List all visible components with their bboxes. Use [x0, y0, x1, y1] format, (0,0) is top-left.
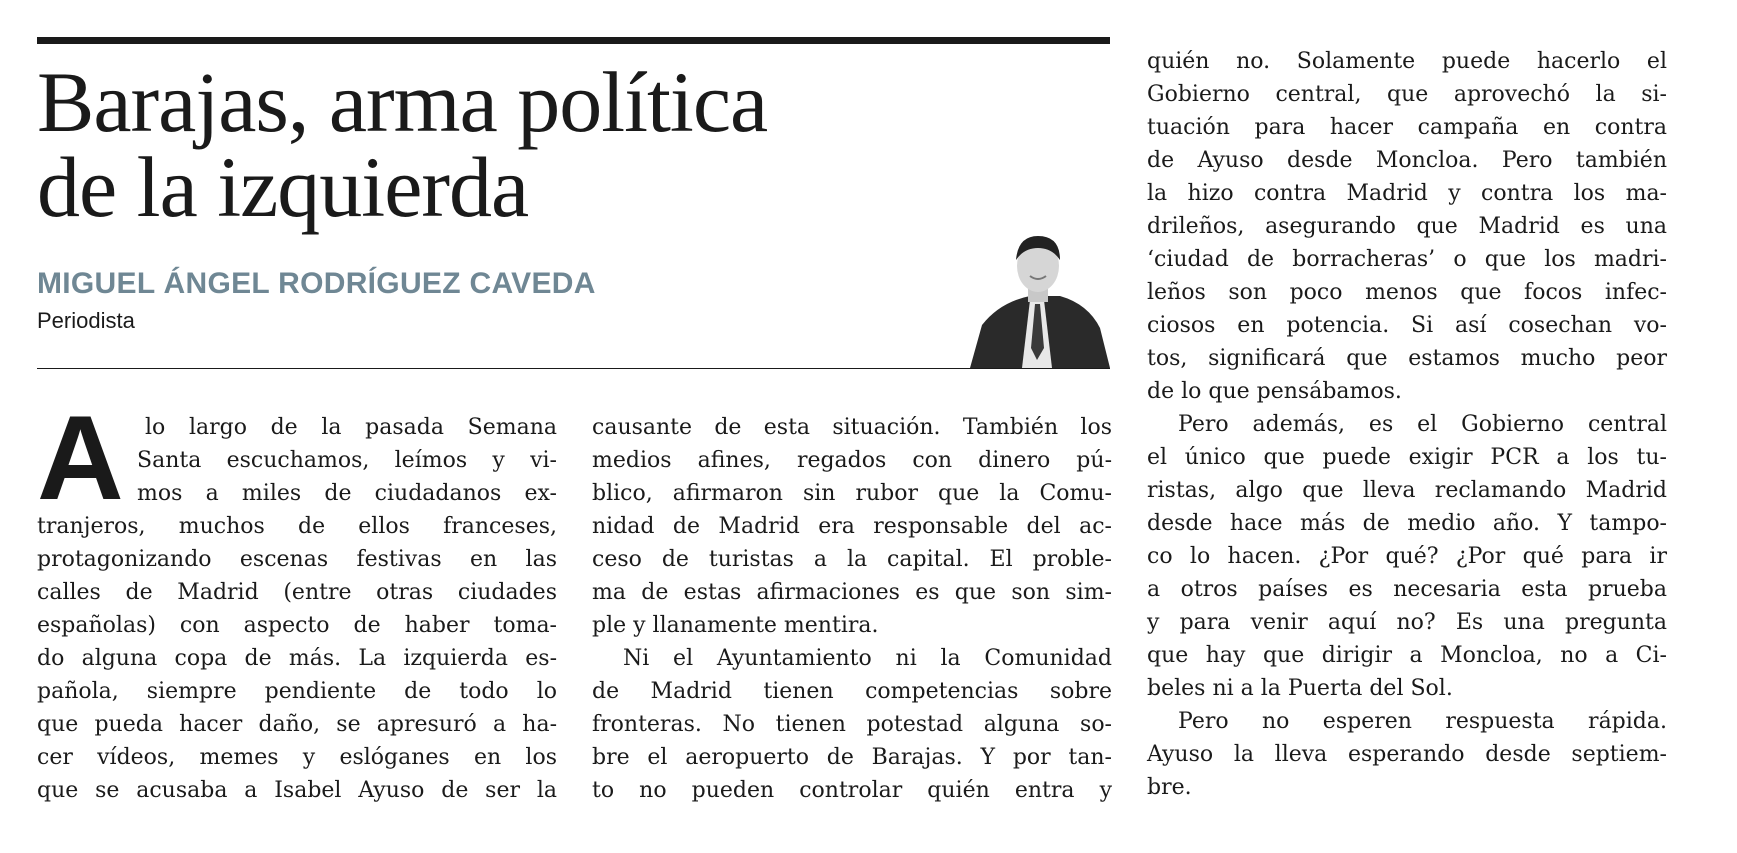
text-line: protagonizando escenas festivas en las: [37, 547, 557, 572]
text-line: ciosos en potencia. Si así cosechan vo-: [1147, 313, 1667, 338]
text-line: quién no. Solamente puede hacerlo el: [1147, 49, 1667, 74]
text-line: de Madrid tienen competencias sobre: [592, 679, 1112, 704]
author-photo: [960, 230, 1110, 368]
text-line: la hizo contra Madrid y contra los ma-: [1147, 181, 1667, 206]
text-line: to no pueden controlar quién entra y: [592, 778, 1112, 803]
text-line: lo largo de la pasada Semana: [145, 415, 557, 440]
text-line: causante de esta situación. También los: [592, 415, 1112, 440]
text-line: Pero no esperen respuesta rápida.: [1178, 709, 1667, 734]
text-line: el único que puede exigir PCR a los tu-: [1147, 445, 1667, 470]
text-line: que pueda hacer daño, se apresuró a ha-: [37, 712, 557, 737]
text-line: españolas) con aspecto de haber toma-: [37, 613, 557, 638]
text-line: cer vídeos, memes y eslóganes en los: [37, 745, 557, 770]
text-line: co lo hacen. ¿Por qué? ¿Por qué para ir: [1147, 544, 1667, 569]
text-line: tos, significará que estamos mucho peor: [1147, 346, 1667, 371]
text-line: leños son poco menos que focos infec-: [1147, 280, 1667, 305]
text-line: do alguna copa de más. La izquierda es-: [37, 646, 557, 671]
text-line: tranjeros, muchos de ellos franceses,: [37, 514, 557, 539]
author-name: MIGUEL ÁNGEL RODRÍGUEZ CAVEDA: [37, 267, 596, 300]
text-line: Gobierno central, que aprovechó la si-: [1147, 82, 1667, 107]
text-line: drileños, asegurando que Madrid es una: [1147, 214, 1667, 239]
text-line: desde hace más de medio año. Y tampo-: [1147, 511, 1667, 536]
text-line: nidad de Madrid era responsable del ac-: [592, 514, 1112, 539]
text-line: beles ni a la Puerta del Sol.: [1147, 676, 1453, 701]
text-line: de lo que pensábamos.: [1147, 379, 1402, 404]
text-line: Pero además, es el Gobierno central: [1178, 412, 1667, 437]
drop-cap: A: [37, 391, 124, 525]
text-line: ‘ciudad de borracheras’ o que los madri-: [1147, 247, 1667, 272]
text-line: tuación para hacer campaña en contra: [1147, 115, 1667, 140]
text-line: pañola, siempre pendiente de todo lo: [37, 679, 557, 704]
text-line: ple y llanamente mentira.: [592, 613, 879, 638]
text-line: y para venir aquí no? Es una pregunta: [1147, 610, 1667, 635]
text-line: fronteras. No tienen potestad alguna so-: [592, 712, 1112, 737]
text-line: blico, afirmaron sin rubor que la Comu-: [592, 481, 1112, 506]
text-line: medios afines, regados con dinero pú-: [592, 448, 1112, 473]
text-line: mos a miles de ciudadanos ex-: [137, 481, 557, 506]
text-line: a otros países es necesaria esta prueba: [1147, 577, 1667, 602]
bottom-rule: [37, 368, 1110, 369]
text-line: que hay que dirigir a Moncloa, no a Ci-: [1147, 643, 1667, 668]
text-column-1: [37, 411, 557, 807]
headline-line-1: Barajas, arma política: [37, 54, 768, 150]
text-line: bre.: [1147, 775, 1192, 800]
text-column-3: [1147, 45, 1667, 804]
author-role: Periodista: [37, 308, 135, 333]
text-line: de Ayuso desde Moncloa. Pero también: [1147, 148, 1667, 173]
text-line: calles de Madrid (entre otras ciudades: [37, 580, 557, 605]
top-rule: [37, 37, 1110, 44]
text-line: bre el aeropuerto de Barajas. Y por tan-: [592, 745, 1112, 770]
headline-line-2: de la izquierda: [37, 139, 529, 235]
text-line: Santa escuchamos, leímos y vi-: [137, 448, 557, 473]
text-line: Ayuso la lleva esperando desde septiem-: [1147, 742, 1667, 767]
text-line: que se acusaba a Isabel Ayuso de ser la: [37, 778, 557, 803]
text-line: ristas, algo que lleva reclamando Madrid: [1147, 478, 1667, 503]
text-line: ceso de turistas a la capital. El proble-: [592, 547, 1112, 572]
headline: [37, 54, 937, 235]
text-line: ma de estas afirmaciones es que son sim-: [592, 580, 1112, 605]
text-column-2: [592, 411, 1112, 807]
text-line: Ni el Ayuntamiento ni la Comunidad: [623, 646, 1112, 671]
